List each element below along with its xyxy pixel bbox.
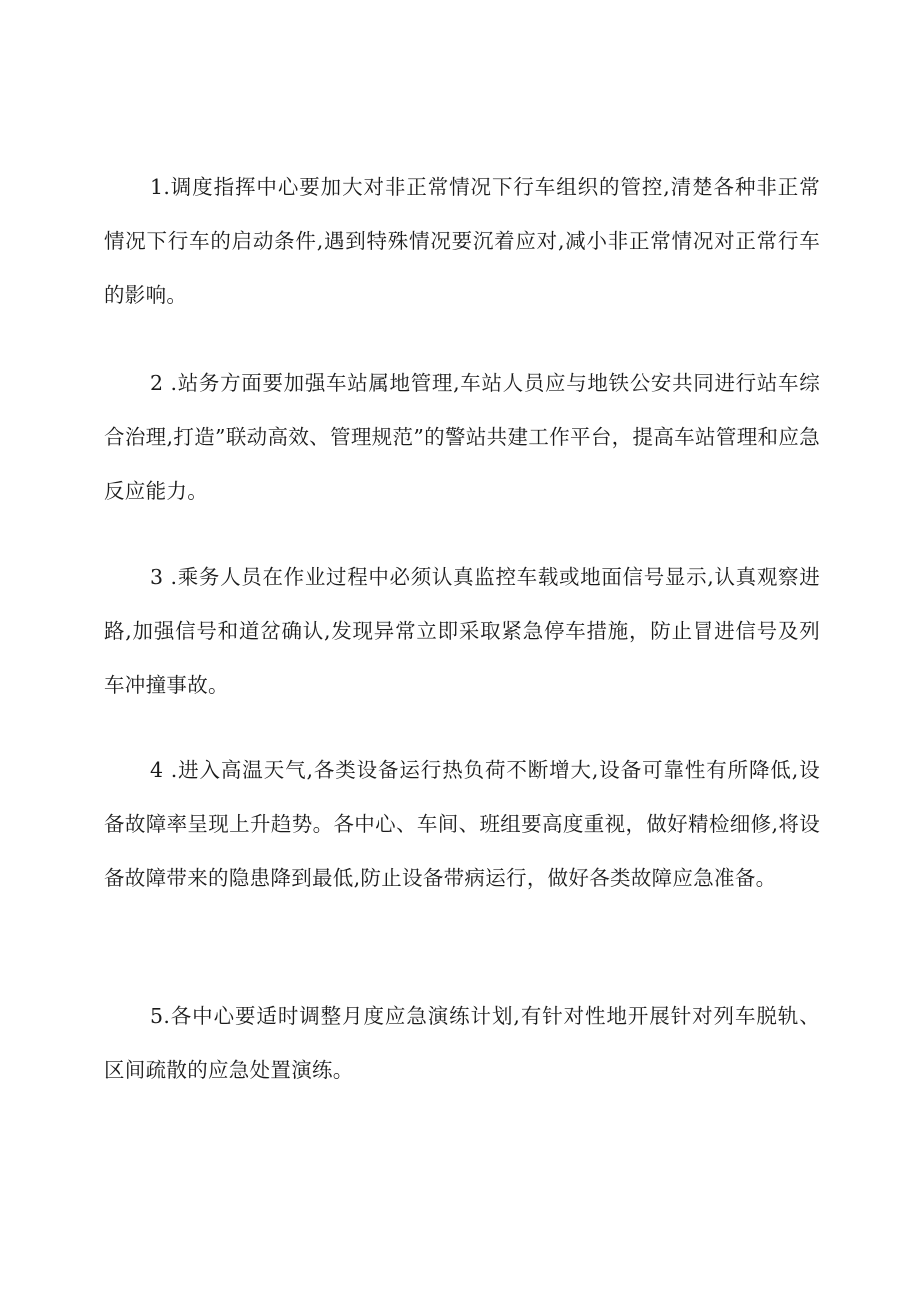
paragraph-4: 4 .进入高温天气,各类设备运行热负荷不断增大,设备可靠性有所降低,设备故障率呈现上升趋势。各中心、车间、班组要高度重视，做好精检细修,将设备故障带来的隐患降到最低,防止设备带病运行，做好各类故障应急准备。 <box>104 758 820 890</box>
paragraph-5: 5.各中心要适时调整月度应急演练计划,有针对性地开展针对列车脱轨、区间疏散的应急处置演练。 <box>104 1004 820 1082</box>
paragraph-1: 1.调度指挥中心要加大对非正常情况下行车组织的管控,清楚各种非正常情况下行车的启动条件,遇到特殊情况要沉着应对,减小非正常情况对正常行车的影响。 <box>104 175 820 307</box>
paragraph-3: 3 .乘务人员在作业过程中必须认真监控车载或地面信号显示,认真观察进路,加强信号和道岔确认,发现异常立即采取紧急停车措施，防止冒进信号及列车冲撞事故。 <box>104 565 820 697</box>
paragraph-2: 2 .站务方面要加强车站属地管理,车站人员应与地铁公安共同进行站车综合治理,打造”联动高效、管理规范”的警站共建工作平台，提高车站管理和应急反应能力。 <box>104 371 820 503</box>
